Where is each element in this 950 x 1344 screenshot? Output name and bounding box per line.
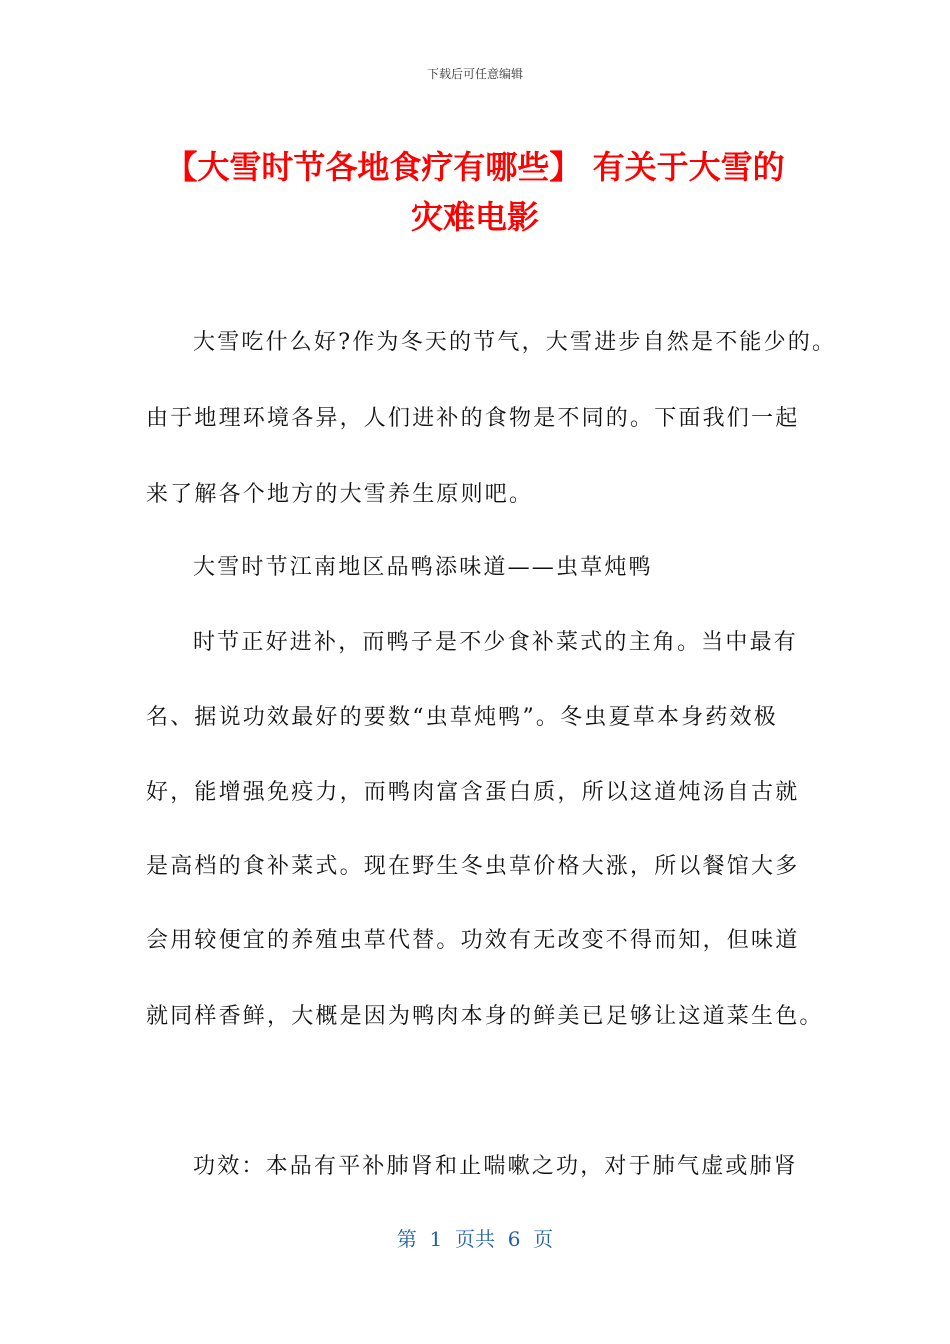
page-number: 第 1 页共 6 页 xyxy=(396,1227,554,1251)
paragraph-3-line-3: 好，能增强免疫力，而鸭肉富含蛋白质，所以这道炖汤自古就 xyxy=(146,780,800,805)
paragraph-3-line-1: 时节正好进补，而鸭子是不少食补菜式的主角。当中最有 xyxy=(193,630,799,655)
paragraph-3-line-5: 会用较便宜的养殖虫草代替。功效有无改变不得而知，但味道 xyxy=(146,928,800,953)
paragraph-1-line-1: 大雪吃什么好?作为冬天的节气，大雪进步自然是不能少的。 xyxy=(193,330,837,355)
section-heading: 大雪时节江南地区品鸭添味道——虫草炖鸭 xyxy=(193,555,653,580)
paragraph-1-line-3: 来了解各个地方的大雪养生原则吧。 xyxy=(146,482,534,507)
paragraph-3-line-2: 名、据说功效最好的要数“虫草炖鸭”。冬虫夏草本身药效极 xyxy=(146,705,778,730)
paragraph-3-line-4: 是高档的食补菜式。现在野生冬虫草价格大涨，所以餐馆大多 xyxy=(146,854,800,879)
document-title xyxy=(120,142,830,242)
paragraph-3-line-6: 就同样香鲜，大概是因为鸭肉本身的鲜美已足够让这道菜生色。 xyxy=(146,1004,824,1029)
paragraph-1-line-2: 由于地理环境各异，人们进补的食物是不同的。下面我们一起 xyxy=(146,406,800,431)
paragraph-4-line-1: 功效：本品有平补肺肾和止喘嗽之功，对于肺气虚或肺肾 xyxy=(193,1154,799,1179)
title-line-1: 【大雪时节各地食疗有哪些】 有关于大雪的 xyxy=(165,148,785,186)
header-note: 下载后可任意编辑 xyxy=(426,67,523,81)
title-line-2: 灾难电影 xyxy=(410,198,539,236)
